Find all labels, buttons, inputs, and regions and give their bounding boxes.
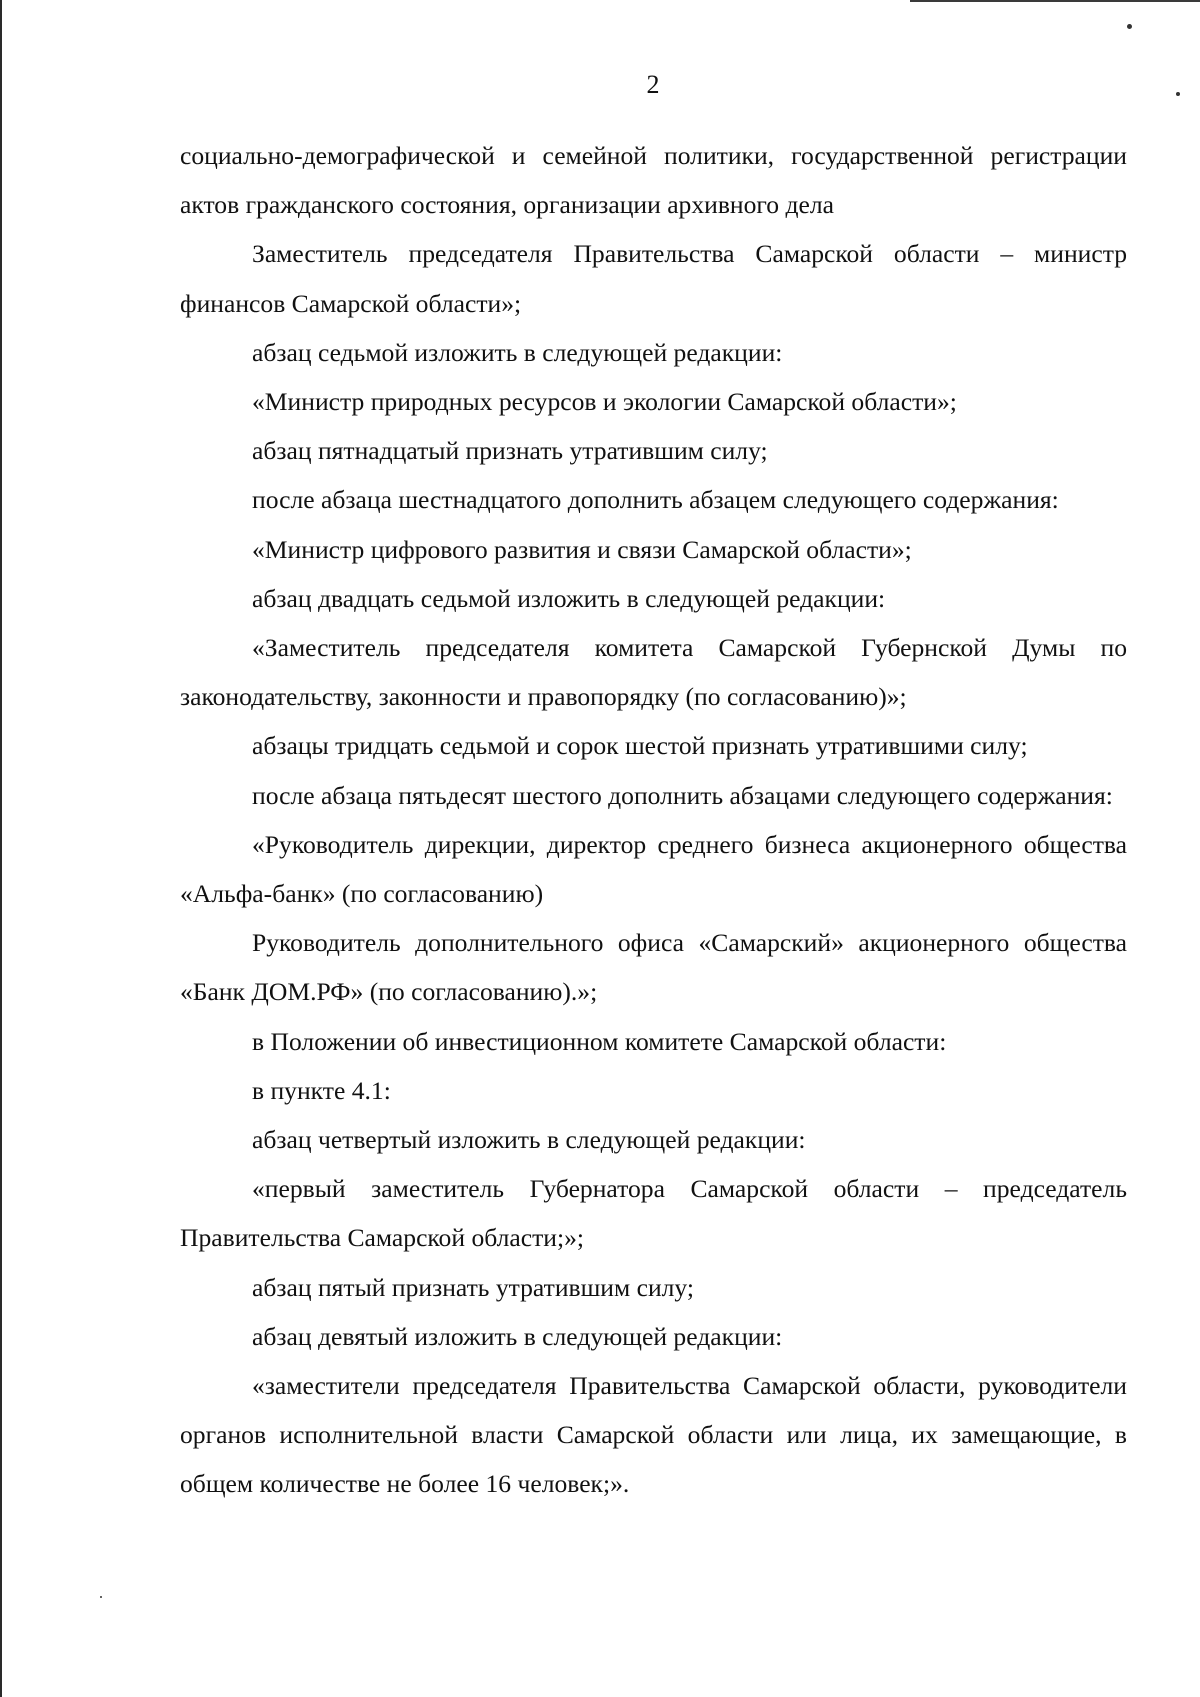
document-paragraph: в Положении об инвестиционном комитете Самарской области: — [252, 1026, 947, 1056]
document-paragraph: «Министр природных ресурсов и экологии Самарской области»; — [252, 387, 957, 417]
document-paragraph: «Заместитель председателя комитета Самарской Губернской Думы по законодательству, законности и правопорядку (по согласованию)»; — [180, 633, 1127, 712]
document-paragraph: абзац седьмой изложить в следующей редакции: — [252, 337, 783, 367]
document-paragraph: абзац двадцать седьмой изложить в следующей редакции: — [252, 583, 886, 613]
scan-speck — [100, 1596, 102, 1598]
document-paragraph: «Министр цифрового развития и связи Самарской области»; — [252, 534, 912, 564]
document-paragraph: Руководитель дополнительного офиса «Самарский» акционерного общества «Банк ДОМ.РФ» (по согласованию).»; — [180, 928, 1127, 1007]
document-paragraph: Заместитель председателя Правительства Самарской области – министр финансов Самарской области»; — [180, 239, 1127, 318]
document-paragraph: абзац пятнадцатый признать утратившим силу; — [252, 436, 768, 466]
document-paragraph: «первый заместитель Губернатора Самарской области – председатель Правительства Самарской области;»; — [180, 1174, 1127, 1253]
document-paragraph: «заместители председателя Правительства Самарской области, руководители органов исполнительной власти Самарской области или лица, их замещающие, в общем количестве не более 16 человек;». — [180, 1371, 1127, 1499]
document-paragraph: абзац пятый признать утратившим силу; — [252, 1272, 694, 1302]
scan-speck — [1127, 24, 1132, 29]
document-paragraph: социально-демографической и семейной политики, государственной регистрации актов гражданского состояния, организации архивного дела — [180, 141, 1127, 220]
document-paragraph: после абзаца шестнадцатого дополнить абзацем следующего содержания: — [252, 485, 1059, 515]
page-number: 2 — [646, 70, 660, 99]
scan-edge-top — [910, 0, 1200, 2]
document-paragraph: после абзаца пятьдесят шестого дополнить абзацами следующего содержания: — [252, 780, 1113, 810]
document-paragraph: «Руководитель дирекции, директор среднего бизнеса акционерного общества «Альфа-банк» (по согласованию) — [180, 829, 1127, 909]
document-body — [180, 131, 1127, 1509]
document-paragraph: абзацы тридцать седьмой и сорок шестой признать утратившими силу; — [252, 731, 1028, 761]
scan-edge-left — [0, 0, 2, 1697]
document-paragraph: в пункте 4.1: — [252, 1075, 391, 1105]
document-paragraph: абзац четвертый изложить в следующей редакции: — [252, 1125, 806, 1155]
document-paragraph: абзац девятый изложить в следующей редакции: — [252, 1321, 783, 1351]
